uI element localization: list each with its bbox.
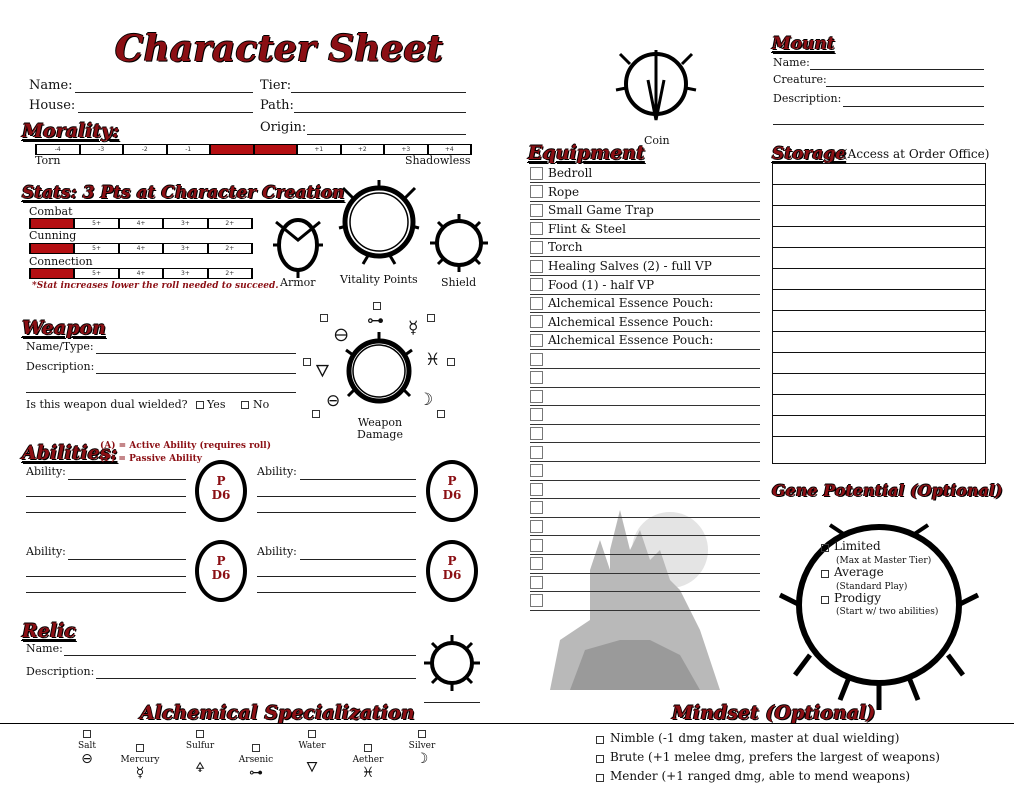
equipment-item-label: Flint & Steel (548, 221, 626, 236)
morality-tick[interactable]: -3 (81, 145, 123, 154)
stat-tick[interactable]: 4+ (120, 269, 162, 278)
equipment-checkbox[interactable] (530, 297, 543, 310)
equipment-row[interactable] (530, 369, 760, 388)
alchemy-symbol-icon: ⊖ (81, 751, 93, 767)
equipment-checkbox[interactable] (530, 594, 543, 607)
alchemy-symbol-icon: ☽ (415, 751, 429, 767)
storage-slot[interactable] (773, 311, 985, 332)
stat-tick[interactable]: 2+ (209, 269, 251, 278)
storage-note: (Access at Order Office) (843, 147, 990, 161)
storage-slot[interactable] (773, 185, 985, 206)
weapon-dual-yes-checkbox[interactable] (196, 401, 204, 409)
ability-desc-field[interactable] (257, 496, 416, 497)
alchemy-name: Salt (77, 741, 97, 751)
dmg-checkbox[interactable] (312, 410, 320, 418)
stat-tick[interactable]: 5+ (75, 219, 117, 228)
stat-tick[interactable] (31, 269, 73, 278)
stat-tick[interactable] (31, 219, 73, 228)
coin-emblem-icon (612, 40, 700, 132)
shield-emblem-icon (428, 212, 490, 274)
stat-tick[interactable]: 3+ (164, 244, 206, 253)
storage-slot[interactable] (773, 374, 985, 395)
badge-p: P (216, 554, 226, 568)
equipment-checkbox[interactable] (530, 278, 543, 291)
alchemy-option[interactable] (170, 730, 230, 780)
badge-p: P (216, 474, 226, 488)
equipment-item-label: Alchemical Essence Pouch: (548, 314, 714, 329)
abilities-passive-note: (P) = Passive Ability (100, 454, 203, 464)
equipment-row[interactable] (530, 536, 760, 555)
alchemy-name: Aether (352, 755, 384, 765)
relic-desc-label: Description: (26, 665, 95, 678)
alchemy-option[interactable] (338, 744, 398, 781)
weapon-desc-field[interactable] (96, 373, 296, 374)
alchemy-checkbox[interactable] (83, 730, 91, 738)
gene-title: Gene Potential (Optional) (772, 481, 1003, 500)
name-label: Name: (29, 78, 73, 93)
alchemy-symbol-icon: 🜍 (195, 760, 205, 776)
equipment-row[interactable] (530, 220, 760, 239)
equipment-row[interactable] (530, 276, 760, 295)
weapon-dual-no-checkbox[interactable] (241, 401, 249, 409)
relic-emblem-icon (422, 633, 482, 693)
stat-connection-label: Connection (29, 255, 93, 268)
equipment-item-label: Torch (548, 240, 583, 255)
ability-badge[interactable] (195, 540, 247, 602)
equipment-checkbox[interactable] (530, 204, 543, 217)
ability-desc-field[interactable] (257, 576, 416, 577)
equipment-row[interactable] (530, 257, 760, 276)
alchemy-option[interactable] (392, 730, 452, 767)
arsenic-symbol-icon: ⊶ (367, 311, 384, 331)
gene-average-sub: (Standard Play) (836, 582, 908, 592)
ability-desc-field[interactable] (26, 496, 186, 497)
storage-slot[interactable] (773, 353, 985, 374)
storage-slot[interactable] (773, 248, 985, 269)
morality-left-label: Torn (35, 154, 61, 167)
storage-slot[interactable] (773, 227, 985, 248)
ability-label: Ability: (26, 545, 66, 558)
stats-title: Stats: 3 Pts at Character Creation (22, 183, 345, 203)
alchemy-option[interactable] (110, 744, 170, 781)
mount-title: Mount (772, 34, 835, 54)
house-field[interactable] (78, 112, 253, 113)
gene-limited-label: Limited (834, 539, 881, 553)
armor-emblem-icon (268, 212, 328, 278)
page-title: Character Sheet (115, 28, 444, 70)
alchemy-option[interactable] (226, 744, 286, 781)
alchemy-symbol-icon: ♓ (361, 765, 375, 781)
stats-note: *Stat increases lower the roll needed to succeed. (32, 281, 279, 291)
alchemy-checkbox[interactable] (308, 730, 316, 738)
dmg-checkbox[interactable] (427, 314, 435, 322)
gene-prodigy-sub: (Start w/ two abilities) (836, 607, 939, 617)
alchemy-name: Water (298, 741, 326, 751)
morality-tick[interactable]: +4 (429, 145, 471, 154)
alchemy-checkbox[interactable] (196, 730, 204, 738)
stat-tick[interactable]: 4+ (120, 244, 162, 253)
path-label: Path: (260, 98, 294, 113)
mindset-nimble: Nimble (-1 dmg taken, master at dual wielding) (610, 731, 900, 745)
equipment-checkbox[interactable] (530, 334, 543, 347)
equipment-checkbox[interactable] (530, 241, 543, 254)
equipment-row[interactable] (530, 387, 760, 406)
badge-d6: D6 (211, 488, 231, 502)
alchemy-title: Alchemical Specialization (140, 702, 415, 724)
morality-tick[interactable]: +3 (385, 145, 427, 154)
ability-desc-field[interactable] (26, 576, 186, 577)
ability-desc-field[interactable] (26, 512, 186, 513)
stat-tick[interactable]: 5+ (75, 244, 117, 253)
equipment-row[interactable] (530, 201, 760, 220)
equipment-row[interactable] (530, 555, 760, 574)
mount-desc-field-2[interactable] (773, 124, 984, 125)
equipment-checkbox[interactable] (530, 408, 543, 421)
gene-average-label: Average (834, 565, 884, 579)
mercury-symbol-icon: ☿ (408, 318, 419, 338)
alchemy-checkbox[interactable] (364, 744, 372, 752)
equipment-item-label: Food (1) - half VP (548, 277, 655, 292)
morality-tick[interactable]: -1 (168, 145, 210, 154)
morality-tick[interactable]: -2 (124, 145, 166, 154)
storage-slot[interactable] (773, 395, 985, 416)
storage-slot[interactable] (773, 416, 985, 437)
mount-creature-field[interactable] (826, 86, 984, 87)
badge-d6: D6 (442, 488, 462, 502)
origin-label: Origin: (260, 120, 307, 135)
badge-p: P (447, 554, 457, 568)
mindset-checkbox[interactable] (596, 736, 604, 744)
equipment-row[interactable] (530, 499, 760, 518)
alchemy-symbol-icon: 🜄 (305, 760, 319, 776)
dmg-checkbox[interactable] (437, 410, 445, 418)
alchemy-checkbox[interactable] (418, 730, 426, 738)
alchemy-option[interactable] (57, 730, 117, 767)
equipment-checkbox[interactable] (530, 539, 543, 552)
ability-name-field[interactable] (68, 479, 186, 480)
dmg-checkbox[interactable] (447, 358, 455, 366)
abilities-active-note: (A) = Active Ability (requires roll) (100, 441, 271, 451)
alchemy-symbol-icon: ⊶ (249, 765, 263, 781)
stat-combat-label: Combat (29, 205, 73, 218)
mindset-title: Mindset (Optional) (672, 702, 876, 724)
weapon-desc-label: Description: (26, 360, 95, 373)
morality-tick[interactable] (255, 145, 297, 154)
ability-name-field[interactable] (300, 559, 416, 560)
alchemy-name: Mercury (120, 755, 160, 765)
stat-tick[interactable]: 2+ (209, 244, 251, 253)
relic-name-label: Name: (26, 642, 63, 655)
alchemy-checkbox[interactable] (252, 744, 260, 752)
weapon-dual-question: Is this weapon dual wielded? (26, 398, 188, 411)
equipment-row[interactable] (530, 480, 760, 499)
equipment-row[interactable] (530, 573, 760, 592)
ability-badge[interactable] (426, 460, 478, 522)
morality-right-label: Shadowless (405, 154, 471, 167)
equipment-item-label: Bedroll (548, 166, 593, 180)
dmg-checkbox[interactable] (373, 302, 381, 310)
equipment-checkbox[interactable] (530, 427, 543, 440)
stat-tick[interactable]: 3+ (164, 269, 206, 278)
equipment-title: Equipment (528, 142, 645, 164)
stat-tick[interactable]: 2+ (209, 219, 251, 228)
stat-cunning-track[interactable] (29, 243, 253, 254)
mount-desc-label: Description: (773, 92, 842, 105)
morality-tick[interactable]: +1 (298, 145, 340, 154)
ability-badge[interactable] (426, 540, 478, 602)
weapon-title: Weapon (22, 317, 106, 339)
equipment-row[interactable] (530, 183, 760, 202)
storage-title: Storage (772, 144, 847, 164)
morality-tick[interactable] (211, 145, 253, 154)
equipment-checkbox[interactable] (530, 315, 543, 328)
badge-p: P (447, 474, 457, 488)
equipment-checkbox[interactable] (530, 501, 543, 514)
equipment-row[interactable] (530, 462, 760, 481)
equipment-row[interactable] (530, 331, 760, 350)
sulfur-symbol-icon: 🜔 (334, 326, 349, 346)
equipment-row[interactable] (530, 406, 760, 425)
weapon-desc-field-2[interactable] (26, 392, 296, 393)
mount-name-field[interactable] (810, 69, 984, 70)
armor-label: Armor (280, 276, 316, 289)
equipment-checkbox[interactable] (530, 353, 543, 366)
equipment-row[interactable] (530, 164, 760, 183)
relic-desc-field[interactable] (96, 678, 416, 679)
mount-desc-field[interactable] (843, 106, 984, 107)
ability-label: Ability: (26, 465, 66, 478)
equipment-row[interactable] (530, 313, 760, 332)
weapon-dual-no-label: No (253, 398, 270, 411)
equipment-checkbox[interactable] (530, 576, 543, 589)
alchemy-name: Arsenic (238, 755, 274, 765)
storage-slot[interactable] (773, 332, 985, 353)
equipment-checkbox[interactable] (530, 557, 543, 570)
house-label: House: (29, 98, 76, 113)
ability-desc-field[interactable] (26, 592, 186, 593)
equipment-item-label: Rope (548, 184, 580, 199)
equipment-row[interactable] (530, 294, 760, 313)
storage-slot[interactable] (773, 269, 985, 290)
weapon-damage-label: Weapon Damage (357, 416, 403, 441)
gene-average-checkbox[interactable] (821, 570, 829, 578)
stat-tick[interactable]: 3+ (164, 219, 206, 228)
mindset-mender: Mender (+1 ranged dmg, able to mend weapons) (610, 769, 911, 783)
ability-name-field[interactable] (68, 559, 186, 560)
equipment-checkbox[interactable] (530, 520, 543, 533)
ability-name-field[interactable] (300, 479, 416, 480)
equipment-item-label: Healing Salves (2) - full VP (548, 259, 712, 273)
equipment-row[interactable] (530, 443, 760, 462)
equipment-item-label: Alchemical Essence Pouch: (548, 333, 714, 348)
coin-label: Coin (644, 134, 670, 147)
relic-title: Relic (22, 620, 76, 642)
storage-slot[interactable] (773, 164, 985, 185)
gene-limited-sub: (Max at Master Tier) (836, 556, 932, 566)
path-field[interactable] (294, 112, 466, 113)
alchemy-symbol-icon: ☿ (135, 765, 145, 781)
silver-symbol-icon: ☽ (418, 390, 434, 410)
alchemy-option[interactable] (282, 730, 342, 780)
morality-tick[interactable]: -4 (37, 145, 79, 154)
morality-tick[interactable]: +2 (342, 145, 384, 154)
equipment-row[interactable] (530, 238, 760, 257)
water-symbol-icon: 🜄 (315, 362, 330, 382)
stat-combat-track[interactable] (29, 218, 253, 229)
equipment-checkbox[interactable] (530, 464, 543, 477)
equipment-row[interactable] (530, 424, 760, 443)
abilities-title: Abilities: (22, 442, 118, 464)
equipment-row[interactable] (530, 350, 760, 369)
equipment-checkbox[interactable] (530, 446, 543, 459)
mount-creature-label: Creature: (773, 73, 827, 86)
gene-limited-checkbox[interactable] (821, 544, 829, 552)
equipment-row[interactable] (530, 592, 760, 611)
name-field[interactable] (75, 92, 253, 93)
vitality-label: Vitality Points (340, 273, 418, 286)
tier-label: Tier: (260, 78, 292, 93)
dmg-checkbox[interactable] (303, 358, 311, 366)
stat-tick[interactable] (31, 244, 73, 253)
equipment-row[interactable] (530, 517, 760, 536)
relic-name-field[interactable] (64, 655, 416, 656)
equipment-checkbox[interactable] (530, 222, 543, 235)
weapon-damage-ring-icon (338, 330, 420, 412)
badge-d6: D6 (211, 568, 231, 582)
ability-desc-field[interactable] (257, 592, 416, 593)
equipment-item-label: Small Game Trap (548, 203, 654, 218)
dmg-checkbox[interactable] (320, 314, 328, 322)
ability-label: Ability: (257, 545, 297, 558)
stat-tick[interactable]: 4+ (120, 219, 162, 228)
storage-slot[interactable] (773, 290, 985, 311)
weapon-name-field[interactable] (96, 353, 296, 354)
gene-prodigy-label: Prodigy (834, 591, 882, 605)
mindset-brute: Brute (+1 melee dmg, prefers the largest of weapons) (610, 750, 940, 764)
relic-value-field[interactable] (424, 702, 480, 703)
equipment-checkbox[interactable] (530, 185, 543, 198)
stat-cunning-label: Cunning (29, 229, 77, 242)
storage-grid[interactable] (772, 163, 986, 464)
mindset-checkbox[interactable] (596, 774, 604, 782)
shield-label: Shield (441, 276, 477, 289)
storage-slot[interactable] (773, 437, 985, 458)
equipment-checkbox[interactable] (530, 483, 543, 496)
ability-badge[interactable] (195, 460, 247, 522)
morality-title: Morality: (22, 120, 120, 142)
salt-symbol-icon: ⊖ (326, 391, 341, 411)
alchemy-name: Sulfur (185, 741, 215, 751)
ability-label: Ability: (257, 465, 297, 478)
stat-tick[interactable]: 5+ (75, 269, 117, 278)
origin-field[interactable] (307, 134, 466, 135)
mount-name-label: Name: (773, 56, 810, 69)
weapon-dual-yes-label: Yes (207, 398, 226, 411)
equipment-item-label: Alchemical Essence Pouch: (548, 296, 714, 311)
equipment-checkbox[interactable] (530, 260, 543, 273)
alchemy-checkbox[interactable] (136, 744, 144, 752)
stat-connection-track[interactable] (29, 268, 253, 279)
storage-slot[interactable] (773, 206, 985, 227)
ability-desc-field[interactable] (257, 512, 416, 513)
equipment-checkbox[interactable] (530, 167, 543, 180)
weapon-name-label: Name/Type: (26, 340, 94, 353)
vitality-emblem-icon (333, 178, 425, 270)
mindset-checkbox[interactable] (596, 755, 604, 763)
equipment-checkbox[interactable] (530, 390, 543, 403)
tier-field[interactable] (291, 92, 466, 93)
aether-symbol-icon: ♓ (425, 350, 441, 370)
badge-d6: D6 (442, 568, 462, 582)
equipment-checkbox[interactable] (530, 371, 543, 384)
alchemy-name: Silver (408, 741, 436, 751)
gene-prodigy-checkbox[interactable] (821, 596, 829, 604)
